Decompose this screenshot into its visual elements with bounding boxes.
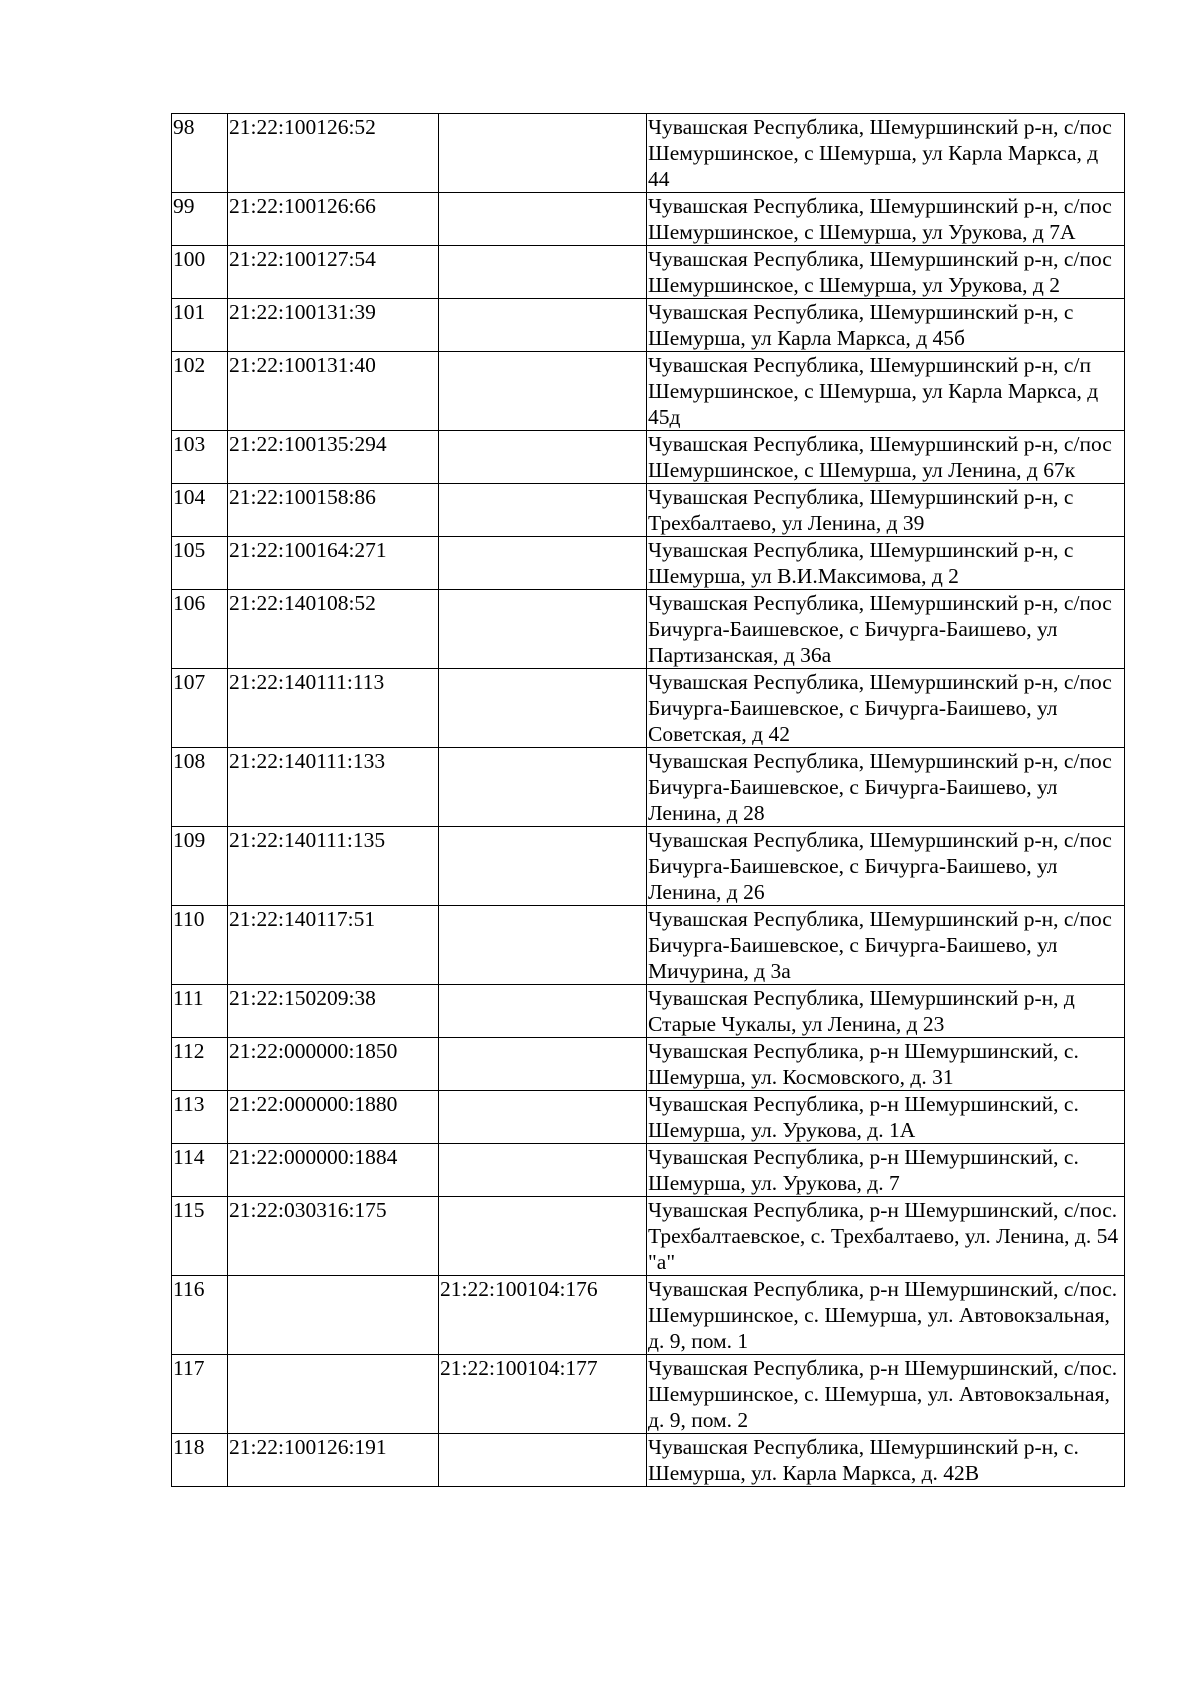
row-number-cell: 106	[172, 590, 228, 669]
land-cadastral-number-cell	[228, 1276, 439, 1355]
land-cadastral-number-cell	[228, 1355, 439, 1434]
address-cell: Чувашская Республика, р-н Шемуршинский, с. Шемурша, ул. Урукова, д. 7	[647, 1144, 1125, 1197]
land-cadastral-number-cell: 21:22:100127:54	[228, 246, 439, 299]
row-number-cell: 109	[172, 827, 228, 906]
land-cadastral-number-cell: 21:22:100131:40	[228, 352, 439, 431]
table-row	[172, 827, 1125, 906]
address-cell: Чувашская Республика, Шемуршинский р-н, с Шемурша, ул Карла Маркса, д 45б	[647, 299, 1125, 352]
address-cell: Чувашская Республика, Шемуршинский р-н, с Шемурша, ул В.И.Максимова, д 2	[647, 537, 1125, 590]
address-cell: Чувашская Республика, Шемуршинский р-н, с/пос Бичурга-Баишевское, с Бичурга-Баишево, ул Мичурина, д 3а	[647, 906, 1125, 985]
address-cell: Чувашская Республика, Шемуршинский р-н, с Трехбалтаево, ул Ленина, д 39	[647, 484, 1125, 537]
table-row	[172, 431, 1125, 484]
land-cadastral-number-cell: 21:22:000000:1884	[228, 1144, 439, 1197]
address-cell: Чувашская Республика, Шемуршинский р-н, с/пос Бичурга-Баишевское, с Бичурга-Баишево, ул Партизанская, д 36а	[647, 590, 1125, 669]
land-cadastral-number-cell: 21:22:030316:175	[228, 1197, 439, 1276]
row-number-cell: 112	[172, 1038, 228, 1091]
row-number-cell: 107	[172, 669, 228, 748]
row-number-cell: 116	[172, 1276, 228, 1355]
address-cell: Чувашская Республика, р-н Шемуршинский, с/пос. Трехбалтаевское, с. Трехбалтаево, ул. Ленина, д. 54 "а"	[647, 1197, 1125, 1276]
building-cadastral-number-cell	[439, 590, 647, 669]
table-row	[172, 193, 1125, 246]
land-cadastral-number-cell: 21:22:100126:191	[228, 1434, 439, 1487]
address-cell: Чувашская Республика, Шемуршинский р-н, с/пос Бичурга-Баишевское, с Бичурга-Баишево, ул Советская, д 42	[647, 669, 1125, 748]
building-cadastral-number-cell	[439, 906, 647, 985]
property-registry-table	[171, 113, 1125, 1487]
land-cadastral-number-cell: 21:22:100158:86	[228, 484, 439, 537]
table-row	[172, 352, 1125, 431]
land-cadastral-number-cell: 21:22:100126:66	[228, 193, 439, 246]
land-cadastral-number-cell: 21:22:140111:135	[228, 827, 439, 906]
row-number-cell: 101	[172, 299, 228, 352]
address-cell: Чувашская Республика, р-н Шемуршинский, с/пос. Шемуршинское, с. Шемурша, ул. Автовокзальная, д. 9, пом. 2	[647, 1355, 1125, 1434]
table-row	[172, 246, 1125, 299]
address-cell: Чувашская Республика, Шемуршинский р-н, с/пос Бичурга-Баишевское, с Бичурга-Баишево, ул Ленина, д 28	[647, 748, 1125, 827]
building-cadastral-number-cell	[439, 1434, 647, 1487]
building-cadastral-number-cell	[439, 1091, 647, 1144]
address-cell: Чувашская Республика, Шемуршинский р-н, с/пос Шемуршинское, с Шемурша, ул Урукова, д 7А	[647, 193, 1125, 246]
building-cadastral-number-cell	[439, 1144, 647, 1197]
row-number-cell: 103	[172, 431, 228, 484]
address-cell: Чувашская Республика, Шемуршинский р-н, с/пос Бичурга-Баишевское, с Бичурга-Баишево, ул Ленина, д 26	[647, 827, 1125, 906]
row-number-cell: 98	[172, 114, 228, 193]
row-number-cell: 118	[172, 1434, 228, 1487]
land-cadastral-number-cell: 21:22:140111:133	[228, 748, 439, 827]
address-cell: Чувашская Республика, р-н Шемуршинский, с/пос. Шемуршинское, с. Шемурша, ул. Автовокзальная, д. 9, пом. 1	[647, 1276, 1125, 1355]
table-row	[172, 669, 1125, 748]
table-row	[172, 1197, 1125, 1276]
row-number-cell: 114	[172, 1144, 228, 1197]
table-row	[172, 299, 1125, 352]
row-number-cell: 117	[172, 1355, 228, 1434]
address-cell: Чувашская Республика, Шемуршинский р-н, с. Шемурша, ул. Карла Маркса, д. 42В	[647, 1434, 1125, 1487]
table-row	[172, 1434, 1125, 1487]
address-cell: Чувашская Республика, р-н Шемуршинский, с. Шемурша, ул. Космовского, д. 31	[647, 1038, 1125, 1091]
land-cadastral-number-cell: 21:22:150209:38	[228, 985, 439, 1038]
table-row	[172, 1355, 1125, 1434]
address-cell: Чувашская Республика, Шемуршинский р-н, д Старые Чукалы, ул Ленина, д 23	[647, 985, 1125, 1038]
row-number-cell: 100	[172, 246, 228, 299]
building-cadastral-number-cell	[439, 431, 647, 484]
address-cell: Чувашская Республика, р-н Шемуршинский, с. Шемурша, ул. Урукова, д. 1А	[647, 1091, 1125, 1144]
address-cell: Чувашская Республика, Шемуршинский р-н, с/п Шемуршинское, с Шемурша, ул Карла Маркса, д 45д	[647, 352, 1125, 431]
registry-table-body	[172, 114, 1125, 1487]
row-number-cell: 108	[172, 748, 228, 827]
address-cell: Чувашская Республика, Шемуршинский р-н, с/пос Шемуршинское, с Шемурша, ул Ленина, д 67к	[647, 431, 1125, 484]
row-number-cell: 102	[172, 352, 228, 431]
building-cadastral-number-cell	[439, 827, 647, 906]
table-row	[172, 748, 1125, 827]
table-row	[172, 1091, 1125, 1144]
table-row	[172, 985, 1125, 1038]
land-cadastral-number-cell: 21:22:100164:271	[228, 537, 439, 590]
row-number-cell: 105	[172, 537, 228, 590]
land-cadastral-number-cell: 21:22:000000:1850	[228, 1038, 439, 1091]
building-cadastral-number-cell	[439, 1038, 647, 1091]
land-cadastral-number-cell: 21:22:000000:1880	[228, 1091, 439, 1144]
table-row	[172, 590, 1125, 669]
land-cadastral-number-cell: 21:22:100131:39	[228, 299, 439, 352]
land-cadastral-number-cell: 21:22:140111:113	[228, 669, 439, 748]
table-row	[172, 906, 1125, 985]
building-cadastral-number-cell	[439, 484, 647, 537]
building-cadastral-number-cell	[439, 1197, 647, 1276]
row-number-cell: 110	[172, 906, 228, 985]
row-number-cell: 115	[172, 1197, 228, 1276]
building-cadastral-number-cell	[439, 748, 647, 827]
table-row	[172, 114, 1125, 193]
land-cadastral-number-cell: 21:22:140117:51	[228, 906, 439, 985]
row-number-cell: 104	[172, 484, 228, 537]
building-cadastral-number-cell	[439, 193, 647, 246]
building-cadastral-number-cell	[439, 246, 647, 299]
building-cadastral-number-cell	[439, 537, 647, 590]
building-cadastral-number-cell	[439, 299, 647, 352]
table-row	[172, 1144, 1125, 1197]
building-cadastral-number-cell	[439, 114, 647, 193]
address-cell: Чувашская Республика, Шемуршинский р-н, с/пос Шемуршинское, с Шемурша, ул Карла Маркса, д 44	[647, 114, 1125, 193]
building-cadastral-number-cell	[439, 352, 647, 431]
land-cadastral-number-cell: 21:22:100126:52	[228, 114, 439, 193]
row-number-cell: 99	[172, 193, 228, 246]
table-row	[172, 1276, 1125, 1355]
building-cadastral-number-cell	[439, 985, 647, 1038]
building-cadastral-number-cell: 21:22:100104:177	[439, 1355, 647, 1434]
address-cell: Чувашская Республика, Шемуршинский р-н, с/пос Шемуршинское, с Шемурша, ул Урукова, д 2	[647, 246, 1125, 299]
row-number-cell: 111	[172, 985, 228, 1038]
row-number-cell: 113	[172, 1091, 228, 1144]
table-row	[172, 537, 1125, 590]
land-cadastral-number-cell: 21:22:100135:294	[228, 431, 439, 484]
building-cadastral-number-cell	[439, 669, 647, 748]
table-row	[172, 1038, 1125, 1091]
land-cadastral-number-cell: 21:22:140108:52	[228, 590, 439, 669]
table-row	[172, 484, 1125, 537]
building-cadastral-number-cell: 21:22:100104:176	[439, 1276, 647, 1355]
